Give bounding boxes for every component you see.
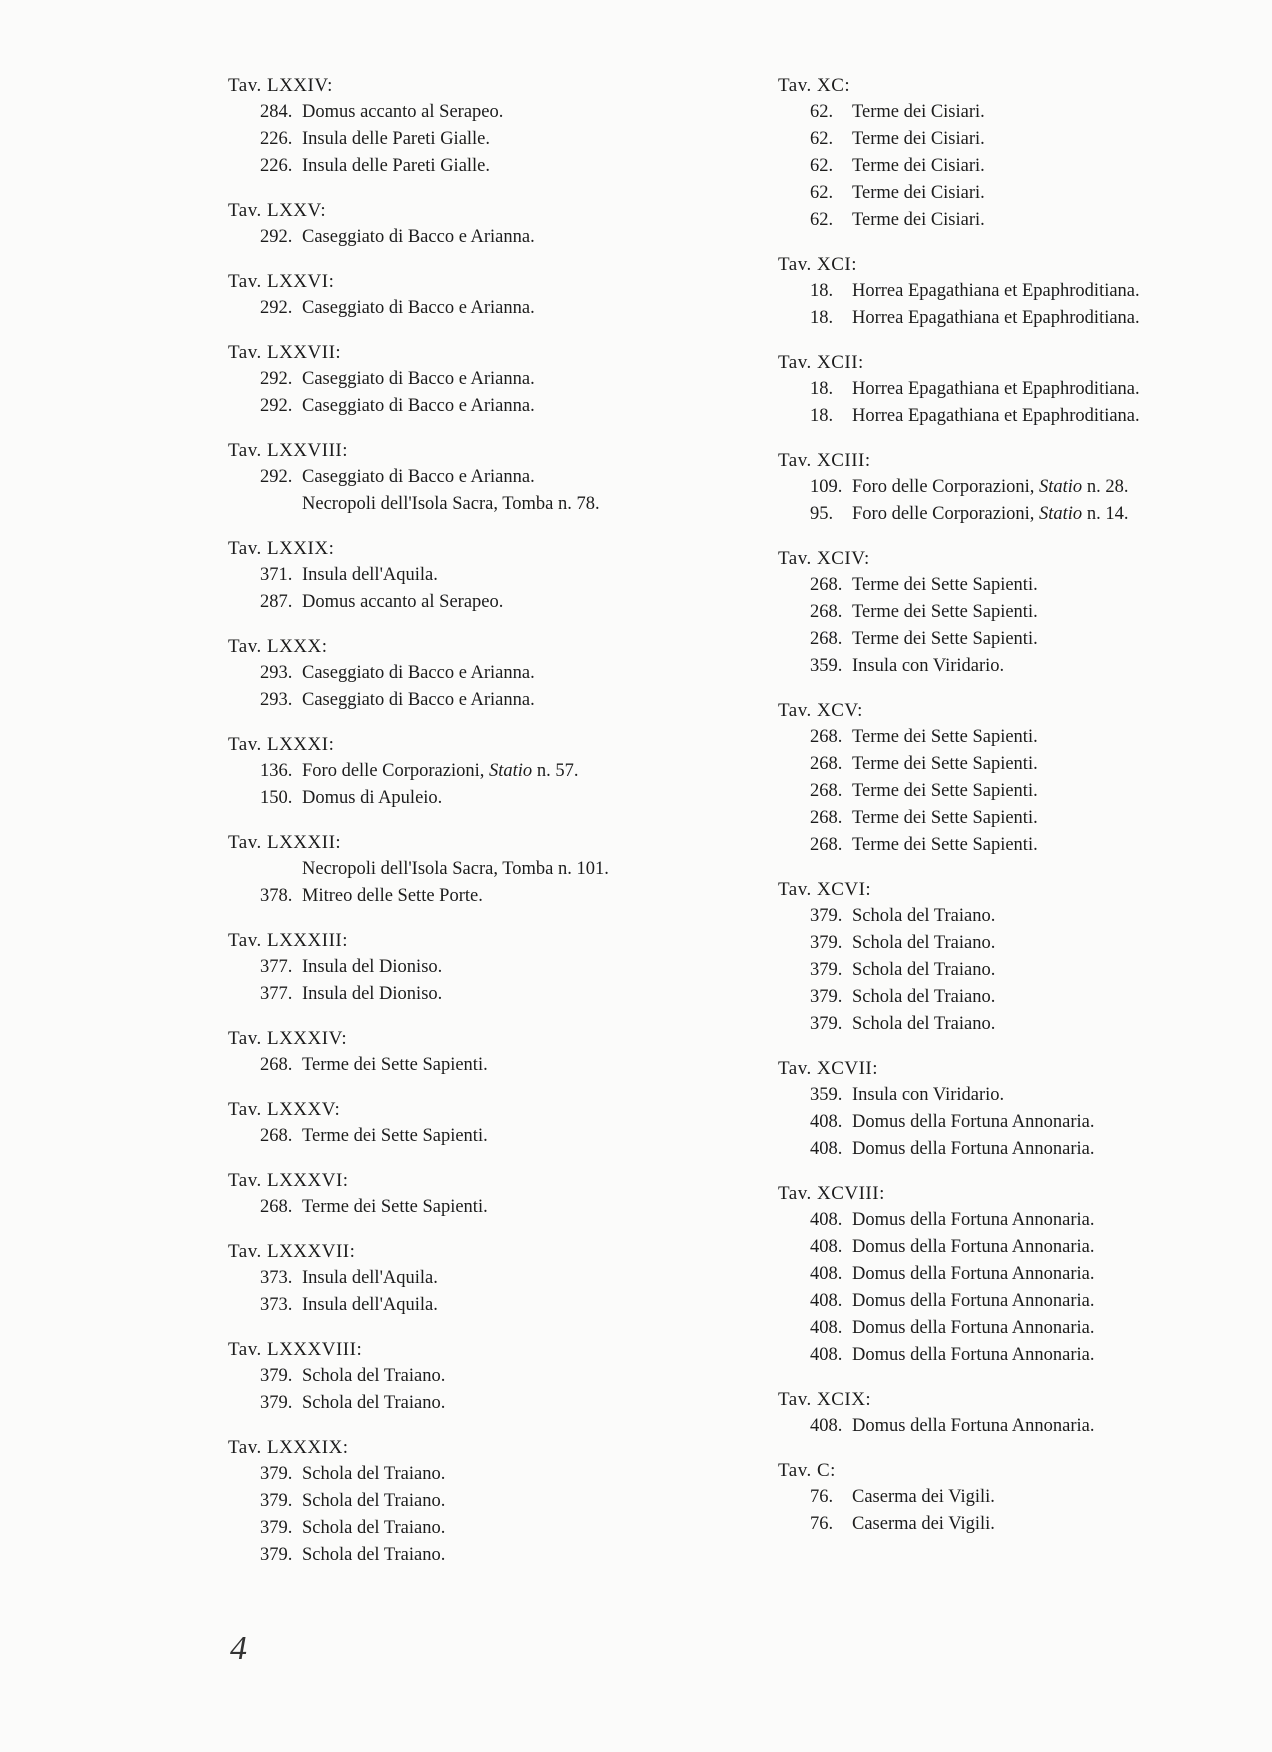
entry-number: 359. [810, 656, 843, 676]
entry-number: 408. [810, 1264, 843, 1284]
entry-text: Insula delle Pareti Gialle. [302, 156, 491, 176]
entry-text: Insula delle Pareti Gialle. [302, 129, 491, 149]
plate-heading: Tav. XCIII: [778, 450, 871, 471]
entry-number: 268. [810, 808, 843, 828]
list-item [778, 930, 1140, 957]
list-item [228, 126, 609, 153]
list-item [778, 1234, 1140, 1261]
list-item [228, 562, 609, 589]
entry-text: Domus della Fortuna Annonaria. [852, 1139, 1095, 1159]
entry-text: Domus della Fortuna Annonaria. [852, 1210, 1095, 1230]
list-item [228, 589, 609, 616]
list-item [228, 785, 609, 812]
plate-heading: Tav. LXXIX: [228, 538, 335, 559]
list-item [228, 224, 609, 251]
entry-suffix: n. 28. [1086, 477, 1129, 497]
entry-number: 408. [810, 1112, 843, 1132]
list-item [778, 153, 1140, 180]
entry-text: Mitreo delle Sette Porte. [302, 886, 483, 906]
plate-section [228, 1096, 609, 1150]
entry-number: 378. [260, 886, 293, 906]
entry-text: Caseggiato di Bacco e Arianna. [302, 227, 535, 247]
entry-number: 292. [260, 396, 293, 416]
entry-text: Schola del Traiano. [302, 1366, 446, 1386]
section-gap [228, 251, 609, 268]
entry-text: Insula del Dioniso. [302, 984, 443, 1004]
left-column [228, 72, 609, 1569]
section-gap [228, 1079, 609, 1096]
list-item [778, 376, 1140, 403]
section-gap [228, 714, 609, 731]
list-item [778, 1484, 1140, 1511]
entry-number: 292. [260, 298, 293, 318]
entry-number: 408. [810, 1345, 843, 1365]
list-item [778, 1288, 1140, 1315]
entry-number: 136. [260, 761, 293, 781]
entry-number: 408. [810, 1416, 843, 1436]
section-gap [228, 1417, 609, 1434]
section-gap [228, 910, 609, 927]
list-item [778, 805, 1140, 832]
list-item [228, 1461, 609, 1488]
entry-text: Caserma dei Vigili. [852, 1487, 995, 1507]
entry-text: Insula con Viridario. [852, 1085, 1005, 1105]
entry-number: 373. [260, 1268, 293, 1288]
list-item [778, 778, 1140, 805]
section-gap [228, 1221, 609, 1238]
plate-heading: Tav. LXXXIV: [228, 1028, 348, 1049]
plate-heading: Tav. LXXXI: [228, 734, 335, 755]
entry-number: 408. [810, 1318, 843, 1338]
plate-heading: Tav. LXXXV: [228, 1099, 341, 1120]
entry-number: 379. [260, 1491, 293, 1511]
entry-text: Necropoli dell'Isola Sacra, Tomba n. 78. [302, 494, 600, 514]
list-item [228, 1123, 609, 1150]
entry-text: Horrea Epagathiana et Epaphroditiana. [852, 379, 1140, 399]
plate-heading: Tav. LXXVIII: [228, 440, 349, 461]
entry-text: Terme dei Sette Sapienti. [852, 727, 1038, 747]
plate-section [778, 876, 1140, 1038]
plate-section [778, 72, 1140, 234]
plate-section [228, 927, 609, 1008]
entry-number: 76. [810, 1514, 834, 1534]
list-item [778, 832, 1140, 859]
list-item [778, 599, 1140, 626]
list-item [778, 180, 1140, 207]
section-gap [778, 680, 1140, 697]
entry-number: 292. [260, 227, 293, 247]
list-item [228, 660, 609, 687]
plate-heading: Tav. XCIX: [778, 1389, 872, 1410]
entry-number: 268. [810, 754, 843, 774]
section-gap [228, 1150, 609, 1167]
list-item [778, 1109, 1140, 1136]
section-gap [228, 616, 609, 633]
entry-number: 268. [810, 835, 843, 855]
plate-section [228, 829, 609, 910]
entry-number: 377. [260, 984, 293, 1004]
entry-text: Domus della Fortuna Annonaria. [852, 1318, 1095, 1338]
entry-text: Terme dei Sette Sapienti. [852, 754, 1038, 774]
plate-section [228, 197, 609, 251]
list-item [228, 1052, 609, 1079]
list-item [228, 1292, 609, 1319]
section-gap [228, 322, 609, 339]
entry-text: Foro delle Corporazioni, [852, 504, 1035, 524]
section-gap [228, 180, 609, 197]
entry-text: Terme dei Cisiari. [852, 183, 985, 203]
entry-text: Terme dei Sette Sapienti. [852, 808, 1038, 828]
entry-number: 109. [810, 477, 843, 497]
plate-section [778, 251, 1140, 332]
entry-text: Terme dei Sette Sapienti. [302, 1197, 488, 1217]
entry-text: Domus della Fortuna Annonaria. [852, 1237, 1095, 1257]
entry-text: Horrea Epagathiana et Epaphroditiana. [852, 308, 1140, 328]
entry-text: Caserma dei Vigili. [852, 1514, 995, 1534]
list-item [778, 1207, 1140, 1234]
entry-text: Insula dell'Aquila. [302, 1295, 438, 1315]
entry-number: 150. [260, 788, 293, 808]
list-item [228, 153, 609, 180]
list-item [228, 687, 609, 714]
plate-heading: Tav. XCI: [778, 254, 857, 275]
plate-section [778, 1457, 1140, 1538]
entry-text: Terme dei Sette Sapienti. [852, 575, 1038, 595]
entry-number: 18. [810, 308, 834, 328]
entry-number: 62. [810, 183, 834, 203]
plate-heading: Tav. LXXV: [228, 200, 327, 221]
entry-number: 268. [260, 1197, 293, 1217]
entry-number: 18. [810, 379, 834, 399]
entry-number: 268. [260, 1055, 293, 1075]
list-item [228, 1390, 609, 1417]
plate-heading: Tav. LXXXII: [228, 832, 342, 853]
entry-text: Horrea Epagathiana et Epaphroditiana. [852, 406, 1140, 426]
list-item [228, 295, 609, 322]
plate-heading: Tav. XC: [778, 75, 851, 96]
entry-number: 379. [810, 906, 843, 926]
entry-suffix: n. 14. [1086, 504, 1129, 524]
list-item [228, 883, 609, 910]
entry-text: Caseggiato di Bacco e Arianna. [302, 369, 535, 389]
entry-text: Caseggiato di Bacco e Arianna. [302, 663, 535, 683]
entry-number: 373. [260, 1295, 293, 1315]
entry-number: 95. [810, 504, 834, 524]
plate-heading: Tav. XCII: [778, 352, 864, 373]
list-item [778, 1136, 1140, 1163]
entry-number: 379. [260, 1366, 293, 1386]
list-item [228, 758, 609, 785]
entry-italic: Statio [489, 761, 533, 781]
list-item [778, 984, 1140, 1011]
plate-section [778, 1180, 1140, 1369]
list-item [228, 1542, 609, 1569]
entry-number: 268. [810, 575, 843, 595]
section-gap [778, 1163, 1140, 1180]
list-item [778, 653, 1140, 680]
entry-text: Terme dei Sette Sapienti. [852, 781, 1038, 801]
entry-text: Insula del Dioniso. [302, 957, 443, 977]
plate-section [228, 1434, 609, 1569]
plate-section [778, 447, 1140, 528]
entry-text: Domus della Fortuna Annonaria. [852, 1345, 1095, 1365]
list-item [228, 491, 609, 518]
entry-number: 379. [260, 1393, 293, 1413]
section-gap [778, 1440, 1140, 1457]
list-item [778, 1511, 1140, 1538]
entry-text: Terme dei Sette Sapienti. [302, 1055, 488, 1075]
plate-heading: Tav. C: [778, 1460, 836, 1481]
entry-number: 293. [260, 690, 293, 710]
entry-italic: Statio [1039, 504, 1083, 524]
entry-number: 18. [810, 406, 834, 426]
section-gap [778, 859, 1140, 876]
list-item [778, 305, 1140, 332]
list-item [228, 1265, 609, 1292]
entry-text: Caseggiato di Bacco e Arianna. [302, 690, 535, 710]
plate-section [778, 1386, 1140, 1440]
entry-number: 268. [260, 1126, 293, 1146]
list-item [228, 856, 609, 883]
list-item [778, 1342, 1140, 1369]
entry-number: 379. [260, 1464, 293, 1484]
entry-number: 408. [810, 1210, 843, 1230]
entry-text: Insula dell'Aquila. [302, 565, 438, 585]
entry-number: 268. [810, 781, 843, 801]
entry-number: 268. [810, 727, 843, 747]
list-item [228, 464, 609, 491]
plate-heading: Tav. LXXX: [228, 636, 328, 657]
list-item [228, 1515, 609, 1542]
list-item [778, 957, 1140, 984]
entry-text: Caseggiato di Bacco e Arianna. [302, 396, 535, 416]
entry-text: Terme dei Sette Sapienti. [852, 602, 1038, 622]
entry-text: Caseggiato di Bacco e Arianna. [302, 298, 535, 318]
plate-heading: Tav. XCVII: [778, 1058, 879, 1079]
plate-section [228, 437, 609, 518]
entry-text: Insula con Viridario. [852, 656, 1005, 676]
section-gap [228, 1008, 609, 1025]
entry-text: Terme dei Cisiari. [852, 102, 985, 122]
entry-text: Schola del Traiano. [852, 987, 996, 1007]
entry-number: 408. [810, 1291, 843, 1311]
entry-text: Caseggiato di Bacco e Arianna. [302, 467, 535, 487]
entry-text: Terme dei Cisiari. [852, 129, 985, 149]
list-item [778, 99, 1140, 126]
plate-heading: Tav. LXXIV: [228, 75, 333, 96]
entry-number: 268. [810, 602, 843, 622]
list-item [228, 981, 609, 1008]
entry-number: 379. [810, 960, 843, 980]
entry-text: Terme dei Sette Sapienti. [852, 835, 1038, 855]
section-gap [228, 420, 609, 437]
entry-number: 379. [810, 987, 843, 1007]
entry-number: 379. [260, 1518, 293, 1538]
entry-number: 62. [810, 102, 834, 122]
entry-number: 379. [260, 1545, 293, 1565]
entry-text: Domus della Fortuna Annonaria. [852, 1264, 1095, 1284]
entry-text: Schola del Traiano. [852, 906, 996, 926]
list-item [778, 903, 1140, 930]
list-item [228, 1488, 609, 1515]
list-item [778, 1082, 1140, 1109]
plate-section [228, 72, 609, 180]
plate-section [228, 1336, 609, 1417]
entry-number: 408. [810, 1139, 843, 1159]
entry-text: Domus accanto al Serapeo. [302, 592, 504, 612]
list-item [778, 751, 1140, 778]
section-gap [778, 430, 1140, 447]
entry-text: Schola del Traiano. [302, 1491, 446, 1511]
list-item [228, 1363, 609, 1390]
entry-number: 62. [810, 129, 834, 149]
plate-heading: Tav. LXXXVIII: [228, 1339, 363, 1360]
entry-number: 377. [260, 957, 293, 977]
entry-number: 379. [810, 1014, 843, 1034]
plate-section [778, 349, 1140, 430]
entry-text: Foro delle Corporazioni, [302, 761, 485, 781]
list-item [778, 126, 1140, 153]
list-item [228, 366, 609, 393]
entry-number: 292. [260, 467, 293, 487]
list-item [778, 474, 1140, 501]
list-item [228, 393, 609, 420]
plate-heading: Tav. LXXVI: [228, 271, 335, 292]
entry-text: Terme dei Sette Sapienti. [852, 629, 1038, 649]
plate-heading: Tav. XCV: [778, 700, 863, 721]
list-item [778, 724, 1140, 751]
section-gap [778, 1038, 1140, 1055]
section-gap [228, 518, 609, 535]
entry-text: Necropoli dell'Isola Sacra, Tomba n. 101. [302, 859, 609, 879]
section-gap [228, 812, 609, 829]
entry-number: 379. [810, 933, 843, 953]
list-item [778, 207, 1140, 234]
section-gap [228, 1319, 609, 1336]
section-gap [778, 234, 1140, 251]
entry-text: Terme dei Sette Sapienti. [302, 1126, 488, 1146]
entry-number: 359. [810, 1085, 843, 1105]
entry-number: 76. [810, 1487, 834, 1507]
list-item [778, 1315, 1140, 1342]
entry-number: 371. [260, 565, 293, 585]
entry-number: 268. [810, 629, 843, 649]
list-item [778, 1261, 1140, 1288]
entry-text: Domus della Fortuna Annonaria. [852, 1291, 1095, 1311]
plate-heading: Tav. XCVI: [778, 879, 872, 900]
plate-heading: Tav. LXXXVI: [228, 1170, 349, 1191]
list-item [778, 278, 1140, 305]
entry-number: 18. [810, 281, 834, 301]
plate-heading: Tav. XCIV: [778, 548, 870, 569]
entry-text: Terme dei Cisiari. [852, 210, 985, 230]
plate-section [228, 1238, 609, 1319]
entry-text: Schola del Traiano. [302, 1518, 446, 1538]
right-column [778, 72, 1140, 1538]
plate-heading: Tav. LXXXIX: [228, 1437, 349, 1458]
entry-text: Domus di Apuleio. [302, 788, 443, 808]
entry-text: Domus accanto al Serapeo. [302, 102, 504, 122]
entry-number: 62. [810, 210, 834, 230]
list-item [778, 1413, 1140, 1440]
plate-heading: Tav. LXXXVII: [228, 1241, 356, 1262]
section-gap [778, 332, 1140, 349]
entry-text: Horrea Epagathiana et Epaphroditiana. [852, 281, 1140, 301]
list-item [778, 1011, 1140, 1038]
entry-text: Schola del Traiano. [302, 1464, 446, 1484]
entry-text: Schola del Traiano. [302, 1545, 446, 1565]
entry-number: 408. [810, 1237, 843, 1257]
plate-section [228, 535, 609, 616]
entry-number: 293. [260, 663, 293, 683]
list-item [228, 954, 609, 981]
entry-number: 62. [810, 156, 834, 176]
list-item [778, 403, 1140, 430]
plate-section [228, 1025, 609, 1079]
plate-section [228, 268, 609, 322]
entry-number: 287. [260, 592, 293, 612]
plate-section [228, 731, 609, 812]
entry-suffix: n. 57. [536, 761, 579, 781]
section-gap [778, 528, 1140, 545]
plate-heading: Tav. LXXVII: [228, 342, 342, 363]
list-item [778, 626, 1140, 653]
plate-section [778, 1055, 1140, 1163]
list-item [778, 572, 1140, 599]
entry-number: 226. [260, 156, 293, 176]
entry-number: 292. [260, 369, 293, 389]
plate-section [228, 339, 609, 420]
entry-text: Schola del Traiano. [852, 960, 996, 980]
entry-text: Insula dell'Aquila. [302, 1268, 438, 1288]
entry-italic: Statio [1039, 477, 1083, 497]
plate-section [778, 545, 1140, 680]
list-item [228, 99, 609, 126]
entry-text: Schola del Traiano. [852, 933, 996, 953]
entry-text: Schola del Traiano. [852, 1014, 996, 1034]
entry-text: Terme dei Cisiari. [852, 156, 985, 176]
entry-text: Foro delle Corporazioni, [852, 477, 1035, 497]
entry-number: 226. [260, 129, 293, 149]
plate-section [778, 697, 1140, 859]
entry-text: Domus della Fortuna Annonaria. [852, 1416, 1095, 1436]
plate-section [228, 633, 609, 714]
entry-text: Schola del Traiano. [302, 1393, 446, 1413]
plate-heading: Tav. XCVIII: [778, 1183, 885, 1204]
section-gap [778, 1369, 1140, 1386]
list-item [778, 501, 1140, 528]
plate-heading: Tav. LXXXIII: [228, 930, 349, 951]
entry-text: Domus della Fortuna Annonaria. [852, 1112, 1095, 1132]
plate-section [228, 1167, 609, 1221]
list-item [228, 1194, 609, 1221]
entry-number: 284. [260, 102, 293, 122]
page-number: 4 [230, 1630, 247, 1667]
